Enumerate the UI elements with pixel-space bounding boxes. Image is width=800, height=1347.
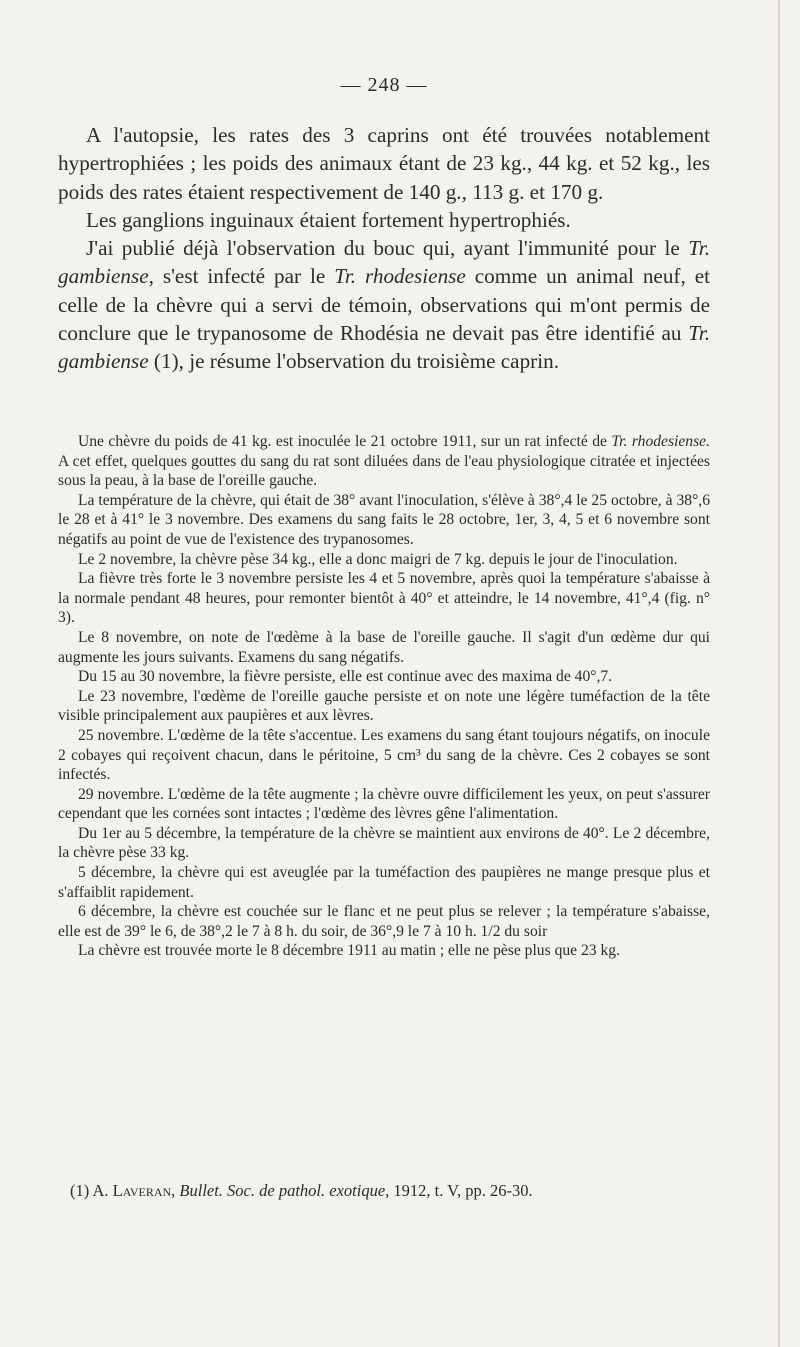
- text-segment: Tr. rhodesiense: [334, 264, 466, 289]
- page-number: — 248 —: [340, 74, 428, 96]
- observation-paragraph: [58, 902, 710, 941]
- text-segment: 5 décembre, la chèvre qui est aveuglée par la tuméfaction des paupières ne mange presque plus et s'affaiblit rapidement.: [58, 864, 710, 901]
- observation-text: [58, 432, 710, 961]
- body-paragraph: [58, 234, 710, 375]
- text-segment: La fièvre très forte le 3 novembre persiste les 4 et 5 novembre, après quoi la température s'abaisse à la normale pendant 48 heures, pour remonter bientôt à 40° et atteindre, le 14 novembre, 41°,4 (fig. n° 3).: [58, 570, 710, 627]
- observation-paragraph: [58, 941, 710, 961]
- text-segment: J'ai publié déjà l'observation du bouc qui, ayant l'immunité pour le: [86, 236, 689, 261]
- text-segment: 1912, t. V, pp. 26-30.: [389, 1181, 533, 1200]
- text-segment: A l'autopsie, les rates des 3 caprins ont été trouvées notablement hypertrophiées ; les poids des animaux étant de 23 kg., 44 kg. et 52 kg., les poids des rates étaient respectivement de 140 g., 113 g. et 170 g.: [58, 123, 710, 204]
- text-segment: (1) A.: [70, 1181, 113, 1200]
- observation-paragraph: [58, 628, 710, 667]
- text-segment: comme un animal neuf, et celle de la chèvre qui a servi de témoin, observations qui m'ont permis de conclure que le trypanosome de Rhodésia ne devait pas être identifié au: [58, 264, 710, 346]
- page-edge-shadow: [778, 0, 780, 1347]
- observation-paragraph: [58, 785, 710, 824]
- text-segment: s'est infecté par le: [153, 264, 335, 289]
- body-paragraph: [58, 206, 710, 234]
- text-segment: Tr. gambiense,: [58, 236, 710, 289]
- text-segment: Bullet. Soc. de pathol. exotique,: [179, 1181, 390, 1200]
- text-segment: La température de la chèvre, qui était de 38° avant l'inoculation, s'élève à 38°,4 le 25 octobre, à 38°,6 le 28 et à 41° le 3 novembre. Des examens du sang faits le 28 octobre, 1er, 3, 4, 5 et 6 novembre sont négatifs au point de vue de l'existence des trypanosomes.: [58, 491, 710, 548]
- observation-paragraph: [58, 863, 710, 902]
- text-segment: Du 1er au 5 décembre, la température de la chèvre se maintient aux environs de 40°. Le 2 décembre, la chèvre pèse 33 kg.: [58, 824, 710, 862]
- body-paragraph: [58, 121, 710, 206]
- text-segment: Les ganglions inguinaux étaient fortement hypertrophiés.: [86, 207, 571, 232]
- main-text: [58, 121, 710, 376]
- text-segment: Le 2 novembre, la chèvre pèse 34 kg., elle a donc maigri de 7 kg. depuis le jour de l'inoculation.: [78, 550, 678, 568]
- text-segment: Le 8 novembre, on note de l'œdème à la base de l'oreille gauche. Il s'agit d'un œdème dur qui augmente les jours suivants. Examens du sang négatifs.: [58, 628, 710, 666]
- text-segment: (1), je résume l'observation du troisième caprin.: [148, 349, 559, 374]
- observation-paragraph: [58, 569, 710, 628]
- text-segment: A cet effet, quelques gouttes du sang du rat sont diluées dans de l'eau physiologique citratée et injectées sous la peau, à la base de l'oreille gauche.: [58, 452, 710, 490]
- text-segment: 6 décembre, la chèvre est couchée sur le flanc et ne peut plus se relever ; la température s'abaisse, elle est de 39° le 6, de 38°,2 le 7 à 8 h. du soir, de 36°,9 le 7 à 10 h. 1/2 du soir: [58, 903, 710, 940]
- text-segment: Du 15 au 30 novembre, la fièvre persiste, elle est continue avec des maxima de 40°,7.: [78, 668, 613, 686]
- footnote: [70, 1180, 710, 1202]
- text-segment: Tr. rhodesiense.: [611, 433, 710, 450]
- text-segment: 29 novembre. L'œdème de la tête augmente ; la chèvre ouvre difficilement les yeux, on peut s'assurer cependant que les cornées sont intactes ; l'œdème des lèvres gêne l'alimentation.: [58, 785, 710, 823]
- text-segment: Une chèvre du poids de 41 kg. est inoculée le 21 octobre 1911, sur un rat infecté de: [78, 433, 612, 450]
- text-segment: 25 novembre. L'œdème de la tête s'accentue. Les examens du sang étant toujours négatifs, on inocule 2 cobayes qui reçoivent chacun, dans le péritoine, 5 cm³ du sang de la chèvre. Ces 2 cobayes se sont infectés.: [58, 726, 710, 784]
- observation-paragraph: [58, 726, 710, 785]
- observation-paragraph: [58, 491, 710, 550]
- observation-paragraph: [58, 687, 710, 726]
- text-segment: Le 23 novembre, l'œdème de l'oreille gauche persiste et on note une légère tuméfaction de la tête visible principalement aux paupières et aux lèvres.: [58, 687, 710, 725]
- observation-paragraph: [58, 824, 710, 863]
- text-segment: Laveran,: [112, 1181, 176, 1200]
- observation-paragraph: [58, 667, 710, 687]
- observation-paragraph: [58, 432, 710, 491]
- text-segment: Tr. gambiense: [58, 321, 710, 374]
- observation-paragraph: [58, 550, 710, 570]
- text-segment: La chèvre est trouvée morte le 8 décembre 1911 au matin ; elle ne pèse plus que 23 kg.: [78, 942, 620, 960]
